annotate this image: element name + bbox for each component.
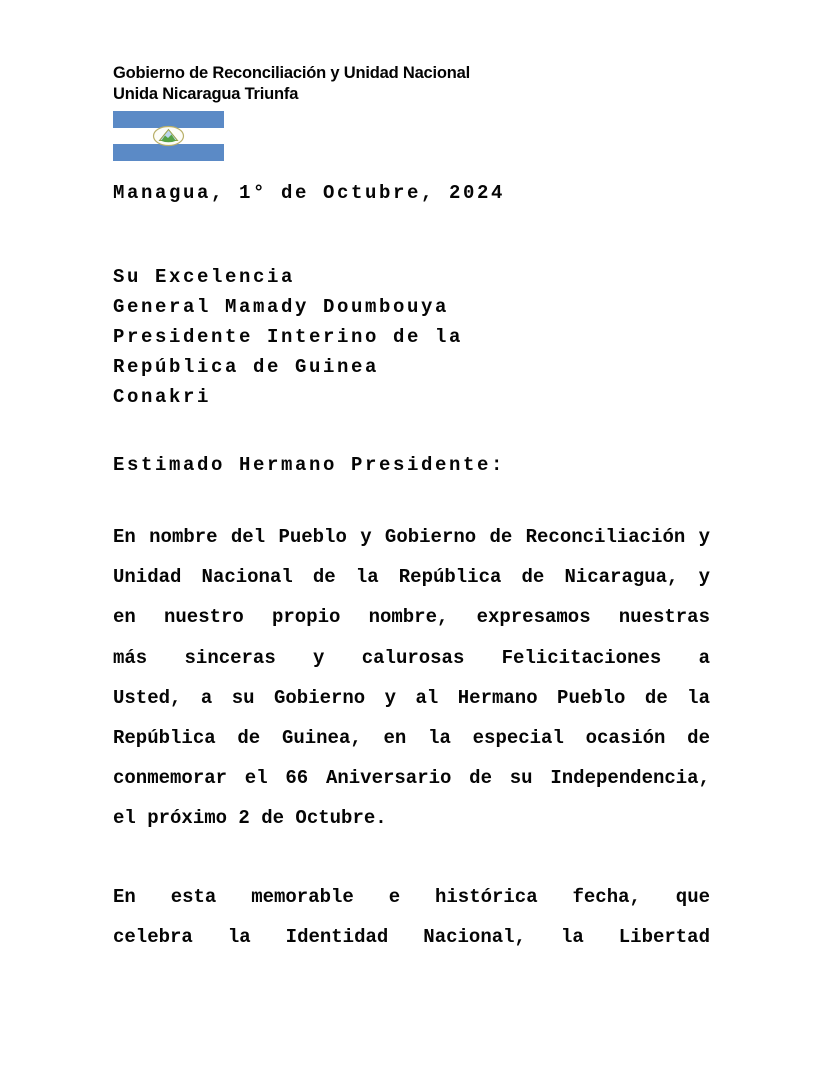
paragraph-line: conmemorar el 66 Aniversario de su Independencia,: [113, 767, 710, 790]
recipient-honorific: Su Excelencia: [113, 266, 296, 288]
letterhead-motto: Unida Nicaragua Triunfa: [113, 85, 299, 103]
dateline: Managua, 1° de Octubre, 2024: [113, 182, 506, 204]
letterhead-org-name: Gobierno de Reconciliación y Unidad Nacional: [113, 64, 471, 82]
recipient-block: [113, 262, 463, 412]
paragraph-line: en nuestro propio nombre, expresamos nuestras: [113, 606, 710, 629]
paragraph-line: celebra la Identidad Nacional, la Libertad: [113, 926, 710, 949]
recipient-title-line1: Presidente Interino de la: [113, 326, 464, 348]
paragraph-line: el próximo 2 de Octubre.: [113, 807, 387, 830]
recipient-title-line2: República de Guinea: [113, 356, 380, 378]
paragraph-line: más sinceras y calurosas Felicitaciones a: [113, 646, 710, 669]
flag-emblem: [154, 127, 184, 146]
paragraph-line: En nombre del Pueblo y Gobierno de Reconciliación y: [113, 526, 710, 548]
body-paragraph-1: [113, 517, 710, 839]
paragraph-line: Usted, a su Gobierno y al Hermano Pueblo de la: [113, 686, 710, 709]
body-paragraph-2: [113, 877, 710, 957]
recipient-name: General Mamady Doumbouya: [113, 296, 450, 318]
salutation: Estimado Hermano Presidente:: [113, 454, 506, 476]
paragraph-line: En esta memorable e histórica fecha, que: [113, 886, 710, 908]
nicaragua-flag-icon: [113, 111, 224, 161]
paragraph-line: República de Guinea, en la especial ocasión de: [113, 727, 710, 750]
paragraph-line: Unidad Nacional de la República de Nicaragua, y: [113, 566, 710, 589]
recipient-city: Conakri: [113, 386, 212, 408]
letterhead: [113, 63, 470, 105]
